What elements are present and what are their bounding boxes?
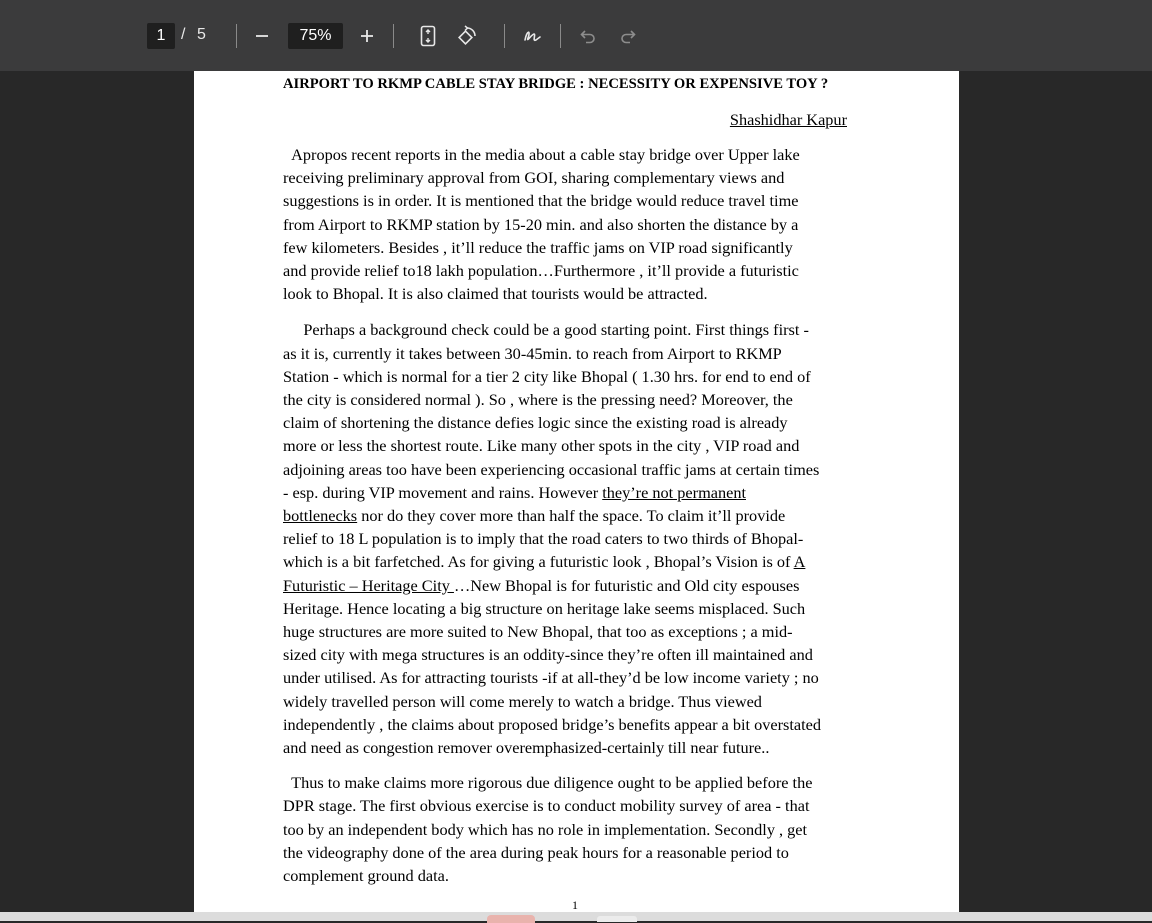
text-line: look to Bhopal. It is also claimed that tourists would be attracted. — [283, 284, 708, 304]
text-line: huge structures are more suited to New Bhopal, that too as exceptions ; a mid- — [283, 622, 793, 642]
text-run: …New Bhopal is for futuristic and Old city espouses — [453, 575, 800, 595]
bottom-tab[interactable] — [597, 916, 637, 922]
text-line: Perhaps a background check could be a good starting point. First things first - — [283, 320, 809, 340]
underlined-text: they’re not permanent — [602, 482, 746, 502]
toolbar-divider — [504, 24, 505, 48]
text-line: and need as congestion remover overemphasized-certainly till near future.. — [283, 738, 770, 758]
zoom-in-button[interactable] — [351, 20, 383, 52]
document-author: Shashidhar Kapur — [729, 110, 847, 129]
document-body — [283, 71, 867, 887]
text-line: widely travelled person will come merely to watch a bridge. Thus viewed — [283, 691, 762, 711]
underlined-text: bottlenecks — [283, 506, 358, 526]
pdf-toolbar — [0, 0, 1152, 71]
text-line: independently , the claims about proposed bridge’s benefits appear a bit overstated — [283, 714, 822, 734]
text-line: Thus to make claims more rigorous due diligence ought to be applied before the — [283, 773, 813, 793]
text-line: the city is considered normal ). So , where is the pressing need? Moreover, the — [283, 390, 793, 410]
text-line: adjoining areas too have been experiencing occasional traffic jams at certain times — [283, 459, 820, 479]
underlined-text: A — [793, 552, 806, 572]
text-line: receiving preliminary approval from GOI, sharing complementary views and — [283, 168, 785, 188]
document-viewer[interactable] — [0, 71, 1152, 921]
bottom-bar — [0, 912, 1152, 921]
text-run: nor do they cover more than half the space. To claim it’ll provide — [357, 506, 786, 526]
text-line: under utilised. As for attracting tourists -if at all-they’d be low income variety ; no — [283, 668, 819, 688]
text-line: suggestions is in order. It is mentioned that the bridge would reduce travel time — [283, 191, 799, 211]
plus-icon — [359, 28, 375, 44]
text-line — [283, 504, 867, 527]
rotate-button[interactable] — [451, 20, 483, 52]
document-title: AIRPORT TO RKMP CABLE STAY BRIDGE : NECESSITY OR EXPENSIVE TOY ? — [283, 76, 829, 92]
text-line: the videography done of the area during peak hours for a reasonable period to — [283, 842, 789, 862]
text-run: - esp. during VIP movement and rains. However — [283, 482, 603, 502]
text-line: and provide relief to18 lakh population…Furthermore , it’ll provide a futuristic — [283, 261, 799, 281]
redo-icon — [619, 27, 637, 45]
text-line: Apropos recent reports in the media about a cable stay bridge over Upper lake — [283, 145, 800, 164]
rotate-icon — [456, 25, 478, 47]
toolbar-divider — [560, 24, 561, 48]
minus-icon — [254, 28, 270, 44]
paragraph-1 — [283, 143, 867, 305]
text-line: as it is, currently it takes between 30-45min. to reach from Airport to RKMP — [283, 343, 782, 363]
fit-to-page-button[interactable] — [412, 20, 444, 52]
underlined-text: Futuristic – Heritage City — [283, 575, 454, 595]
text-line: complement ground data. — [283, 866, 449, 886]
toolbar-divider — [393, 24, 394, 48]
text-line — [283, 481, 867, 504]
fit-to-page-icon — [419, 25, 437, 47]
text-line: Heritage. Hence locating a big structure on heritage lake seems misplaced. Such — [283, 598, 806, 618]
draw-icon — [522, 26, 542, 46]
text-line: too by an independent body which has no role in implementation. Secondly , get — [283, 819, 808, 839]
text-line: more or less the shortest route. Like many other spots in the city , VIP road and — [283, 436, 800, 456]
text-line — [283, 550, 867, 573]
paragraph-2 — [283, 318, 867, 759]
bottom-tab[interactable] — [487, 915, 535, 923]
draw-button[interactable] — [516, 20, 548, 52]
page-total: 5 — [197, 26, 206, 43]
toolbar-divider — [236, 24, 237, 48]
text-line — [283, 574, 867, 597]
text-line: DPR stage. The first obvious exercise is to conduct mobility survey of area - that — [283, 796, 810, 816]
page-number-footer: 1 — [572, 898, 578, 912]
undo-icon — [579, 27, 597, 45]
text-run: which is a bit farfetched. As for giving a futuristic look , Bhopal’s Vision is of — [283, 552, 794, 572]
zoom-out-button[interactable] — [246, 20, 278, 52]
undo-button[interactable] — [572, 20, 604, 52]
pdf-page — [194, 71, 959, 912]
paragraph-3 — [283, 771, 867, 887]
text-line: Station - which is normal for a tier 2 city like Bhopal ( 1.30 hrs. for end to end of — [283, 366, 811, 386]
page-number-input[interactable] — [147, 23, 175, 49]
text-line: relief to 18 L population is to imply that the road caters to two thirds of Bhopal- — [283, 529, 804, 549]
text-line: sized city with mega structures is an oddity-since they’re often ill maintained and — [283, 645, 813, 665]
text-line: from Airport to RKMP station by 15-20 min. and also shorten the distance by a — [283, 214, 799, 234]
text-line: few kilometers. Besides , it’ll reduce the traffic jams on VIP road significantly — [283, 237, 793, 257]
text-line: claim of shortening the distance defies logic since the existing road is already — [283, 413, 788, 433]
page-separator: / — [181, 26, 186, 43]
redo-button[interactable] — [612, 20, 644, 52]
zoom-level-input[interactable] — [288, 23, 343, 49]
